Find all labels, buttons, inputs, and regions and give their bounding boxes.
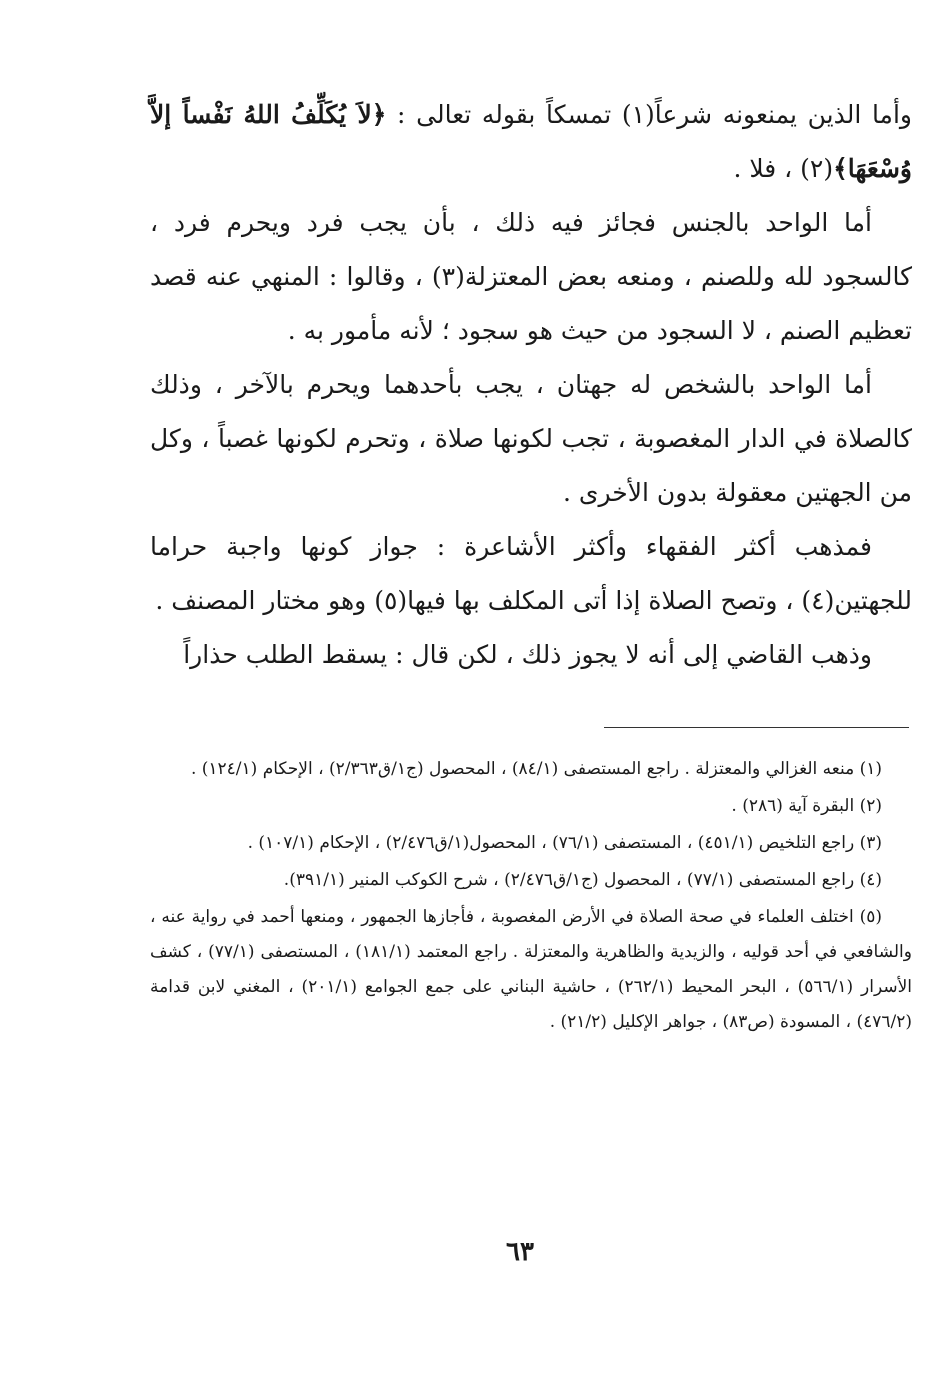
main-text [150,88,912,682]
footnote-1: (١) منعه الغزالي والمعتزلة . راجع المستصفى (٨٤/١) ، المحصول (ج١/ق٢/٣٦٣) ، الإحكام (١٢٤/١) . [190,759,882,779]
footnote-separator [604,727,909,728]
paragraph-4: فمذهب أكثر الفقهاء وأكثر الأشاعرة : جواز كونها واجبة حراما للجهتين(٤) ، وتصح الصلاة إذا أتى المكلف بها فيها(٥) وهو مختار المصنف . [150,532,912,615]
paragraph-1-before: وأما الذين يمنعونه شرعاً(١) تمسكاً بقوله تعالى : [386,100,912,129]
footnotes [150,752,912,1042]
paragraph-2: أما الواحد بالجنس فجائز فيه ذلك ، بأن يجب فرد ويحرم فرد ، كالسجود لله وللصنم ، ومنعه بعض المعتزلة(٣) ، وقالوا : المنهي عنه قصد تعظيم الصنم ، لا السجود من حيث هو سجود ؛ لأنه مأمور به . [150,208,912,345]
footnote-2: (٢) البقرة آية (٢٨٦) . [731,796,882,816]
paragraph-3: أما الواحد بالشخص له جهتان ، يجب بأحدهما ويحرم بالآخر ، وذلك كالصلاة في الدار المغصوبة ، تجب لكونها صلاة ، وتحرم لكونها غصباً ، وكل من الجهتين معقولة بدون الأخرى . [150,370,912,507]
footnote-3: (٣) راجع التلخيص (٤٥١/١) ، المستصفى (٧٦/١) ، المحصول(١/ق٢/٤٧٦) ، الإحكام (١٠٧/١) . [247,833,882,853]
paragraph-1 [150,88,912,196]
paragraph-1-after: (٢) ، فلا . [733,154,834,183]
quran-verse: ﴿لاَ يُكَلِّفُ اللهُ نَفْساً إلاَّ وُسْعَهَا﴾ [150,100,912,183]
paragraph-5: وذهب القاضي إلى أنه لا يجوز ذلك ، لكن قال : يسقط الطلب حذاراً [183,640,872,669]
page-number: ٦٣ [506,1237,534,1267]
footnote-4: (٤) راجع المستصفى (٧٧/١) ، المحصول (ج١/ق٢/٤٧٦) ، شرح الكوكب المنير (٣٩١/١). [283,870,882,890]
footnote-5: (٥) اختلف العلماء في صحة الصلاة في الأرض المغصوبة ، فأجازها الجمهور ، ومنعها أحمد في رواية عنه ، والشافعي في أحد قوليه ، والزيدية والظاهرية والمعتزلة . راجع المعتمد (١٨١/١) ، المستصفى (٧٧/١) ، كشف الأسرار (٥٦٦/١) ، البحر المحيط (٢٦٢/١) ، حاشية البناني على جمع الجوامع (٢٠١/١) ، المغني لابن قدامة (٤٧٦/٢) ، المسودة (ص٨٣) ، جواهر الإكليل (٢١/٢) . [150,907,913,1032]
